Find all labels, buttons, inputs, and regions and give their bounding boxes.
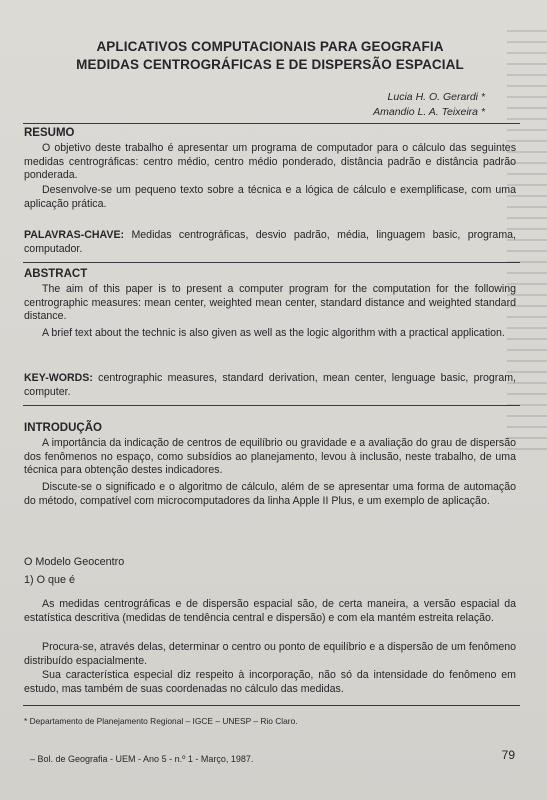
author-1: Lucia H. O. Gerardi * <box>387 91 485 103</box>
article-title-line-1: APLICATIVOS COMPUTACIONAIS PARA GEOGRAFIA <box>96 39 444 54</box>
introducao-paragraph-1: A importância da indicação de centros de equilíbrio ou gravidade e a avaliação do grau de dispersão dos fenômenos no espaço, como subsídios ao planejamento, levou à inclusão, neste trabalho, de uma técnica para obtenção destes indicadores. <box>24 437 516 476</box>
palavras-chave-block <box>24 229 516 256</box>
palavras-chave-text: Medidas centrográficas, desvio padrão, média, linguagem basic, programa, computador. <box>24 229 516 255</box>
journal-citation-footer: – Bol. de Geografia - UEM - Ano 5 - n.º 1 - Março, 1987. <box>30 754 254 764</box>
author-2: Amandio L. A. Teixeira * <box>373 106 485 118</box>
footnote-rule <box>23 705 520 706</box>
article-title-line-2: MEDIDAS CENTROGRÁFICAS E DE DISPERSÃO ESPACIAL <box>76 57 464 72</box>
section-paragraph-1: As medidas centrográficas e de dispersão espacial são, de certa maneira, a versão espacial da estatística descritiva (medidas de tendência central e dispersão) e com ela mantém estreita relação. <box>24 598 516 624</box>
introducao-paragraph-2: Discute-se o significado e o algoritmo de cálculo, além de se apresentar uma forma de automação do método, compatível com microcomputadores da linha Apple II Plus, e um exemplo de aplicação. <box>24 481 516 507</box>
author-affiliation-footnote: * Departamento de Planejamento Regional – IGCE – UNESP – Rio Claro. <box>24 716 298 726</box>
section-subtitle: 1) O que é <box>24 574 76 586</box>
resumo-paragraph-2: Desenvolve-se um pequeno texto sobre a técnica e a lógica de cálculo e exemplificase, com uma aplicação prática. <box>24 184 516 210</box>
resumo-heading: RESUMO <box>24 127 75 139</box>
abstract-paragraph-1: The aim of this paper is to present a computer program for the computation for the following centrographic measures: mean center, weighted mean center, standard distance and weighted standard distance. <box>24 283 516 322</box>
abstract-paragraph-2: A brief text about the technic is also given as well as the logic algorithm with a practical application. <box>42 327 505 339</box>
palavras-chave-label: PALAVRAS-CHAVE: <box>24 229 125 241</box>
divider-rule <box>23 123 520 124</box>
page-number: 79 <box>501 748 515 762</box>
section-paragraph-3: Sua característica especial diz respeito à incorporação, não só da intensidade do fenômeno em estudo, mas também de suas coordenadas no cálculo das medidas. <box>24 669 516 695</box>
section-paragraph-2: Procura-se, através delas, determinar o centro ou ponto de equilíbrio e a dispersão de um fenômeno distribuído espacialmente. <box>24 641 516 667</box>
introducao-heading: INTRODUÇÃO <box>24 422 102 434</box>
resumo-paragraph-1: O objetivo deste trabalho é apresentar um programa de computador para o cálculo das seguintes medidas centrográficas: centro médio, centro médio ponderado, distância padrão e distância padrão ponderada. <box>24 142 516 181</box>
author-list <box>373 90 485 120</box>
key-words-text: centrographic measures, standard derivation, mean center, lenguage basic, program, computer. <box>24 372 516 398</box>
key-words-label: KEY-WORDS: <box>24 372 93 384</box>
section-title: O Modelo Geocentro <box>24 556 125 568</box>
divider-rule <box>23 405 520 406</box>
key-words-block <box>24 372 516 399</box>
divider-rule <box>23 262 520 263</box>
abstract-heading: ABSTRACT <box>24 268 88 280</box>
